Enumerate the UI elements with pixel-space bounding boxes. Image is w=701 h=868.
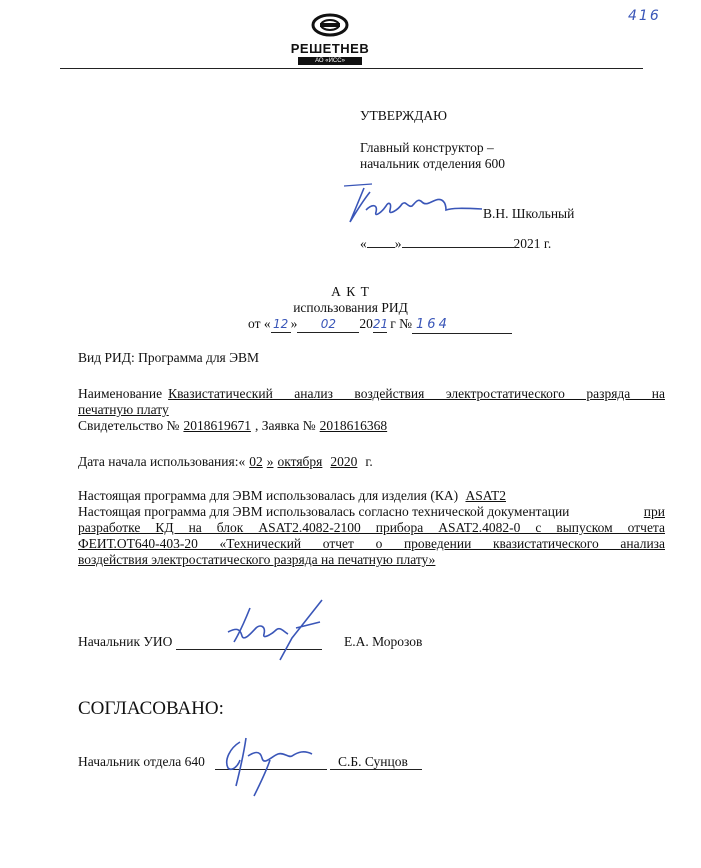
doc-line1-tail: при: [643, 504, 665, 519]
act-subtitle: использования РИД: [293, 300, 408, 315]
act-day: 12: [271, 316, 291, 333]
app-label: , Заявка №: [254, 418, 316, 433]
cert-number: 2018619671: [183, 418, 251, 433]
approval-date-open: «: [360, 236, 367, 251]
doc-line-1: [78, 504, 665, 520]
act-month: 02: [297, 316, 359, 333]
signature-suntsov: [200, 726, 330, 802]
used-for-value: ASAT2: [465, 488, 506, 503]
signature-morozov: [210, 598, 340, 678]
approval-date-line: [360, 236, 551, 252]
rid-type: Вид РИД: Программа для ЭВМ: [78, 350, 260, 365]
act-title: А К Т: [331, 284, 370, 299]
used-for-label: Настоящая программа для ЭВМ использовалась для изделия (КА): [78, 488, 459, 503]
act-year-suffix: 21: [372, 317, 389, 331]
company-logo: [290, 12, 370, 65]
certificate-line: [78, 418, 387, 434]
logo-subtitle: АО «ИСС»: [298, 57, 362, 65]
start-month: октября: [277, 454, 323, 469]
name-line-1: [78, 386, 665, 402]
cert-label: Свидетельство №: [78, 418, 180, 433]
start-year: 2020: [330, 454, 358, 469]
act-number-label: г №: [390, 316, 413, 331]
name-value-line2: печатную плату: [78, 402, 169, 417]
dept-name-underline: [330, 769, 422, 770]
agreed-title: СОГЛАСОВАНО:: [78, 698, 224, 719]
app-number: 2018616368: [319, 418, 388, 433]
doc-line-4: воздействия электростатического разряда на печатную плату»: [78, 552, 436, 567]
used-for-line: [78, 488, 506, 504]
name-label: Наименование: [78, 386, 163, 401]
uio-name: Е.А. Морозов: [344, 634, 423, 649]
approval-position-line1: Главный конструктор –: [360, 140, 494, 155]
doc-line1-text: Настоящая программа для ЭВМ использовалась согласно технической документации: [78, 504, 570, 519]
act-date-line: [248, 316, 512, 334]
doc-line-2: разработке КД на блок ASAT2.4082-2100 прибора ASAT2.4082-0 с выпуском отчета: [78, 520, 665, 535]
act-year-prefix: 20: [359, 316, 373, 331]
start-day: 02: [249, 454, 263, 469]
approval-signer: В.Н. Школьный: [483, 206, 575, 221]
approval-date-mid: »: [394, 236, 402, 251]
name-value-line1: Квазистатический анализ воздействия электростатического разряда на: [168, 386, 665, 401]
doc-line-3: ФЕИТ.ОТ640-403-20 «Технический отчет о проведении квазистатического анализа: [78, 536, 665, 551]
handwritten-page-number: 416: [628, 8, 661, 24]
start-label: Дата начала использования:«: [78, 454, 246, 469]
act-date-prefix: от «: [248, 316, 271, 331]
approval-position-line2: начальник отделения 600: [360, 156, 506, 171]
act-date-close: »: [290, 316, 298, 331]
start-date-line: [78, 454, 373, 470]
start-g: г.: [365, 454, 373, 469]
start-mid: »: [266, 454, 274, 469]
act-number: 164: [412, 317, 512, 334]
approval-title: УТВЕРЖДАЮ: [360, 108, 448, 123]
uio-label: Начальник УИО: [78, 634, 173, 649]
approval-date-year: 2021 г.: [513, 236, 552, 251]
header-rule: [60, 68, 643, 69]
logo-emblem-icon: [310, 12, 350, 38]
dept-name: С.Б. Сунцов: [338, 754, 408, 769]
logo-name: РЕШЕТНЕВ: [290, 41, 370, 56]
dept-label: Начальник отдела 640: [78, 754, 205, 769]
signature-shkolny: [342, 182, 492, 228]
